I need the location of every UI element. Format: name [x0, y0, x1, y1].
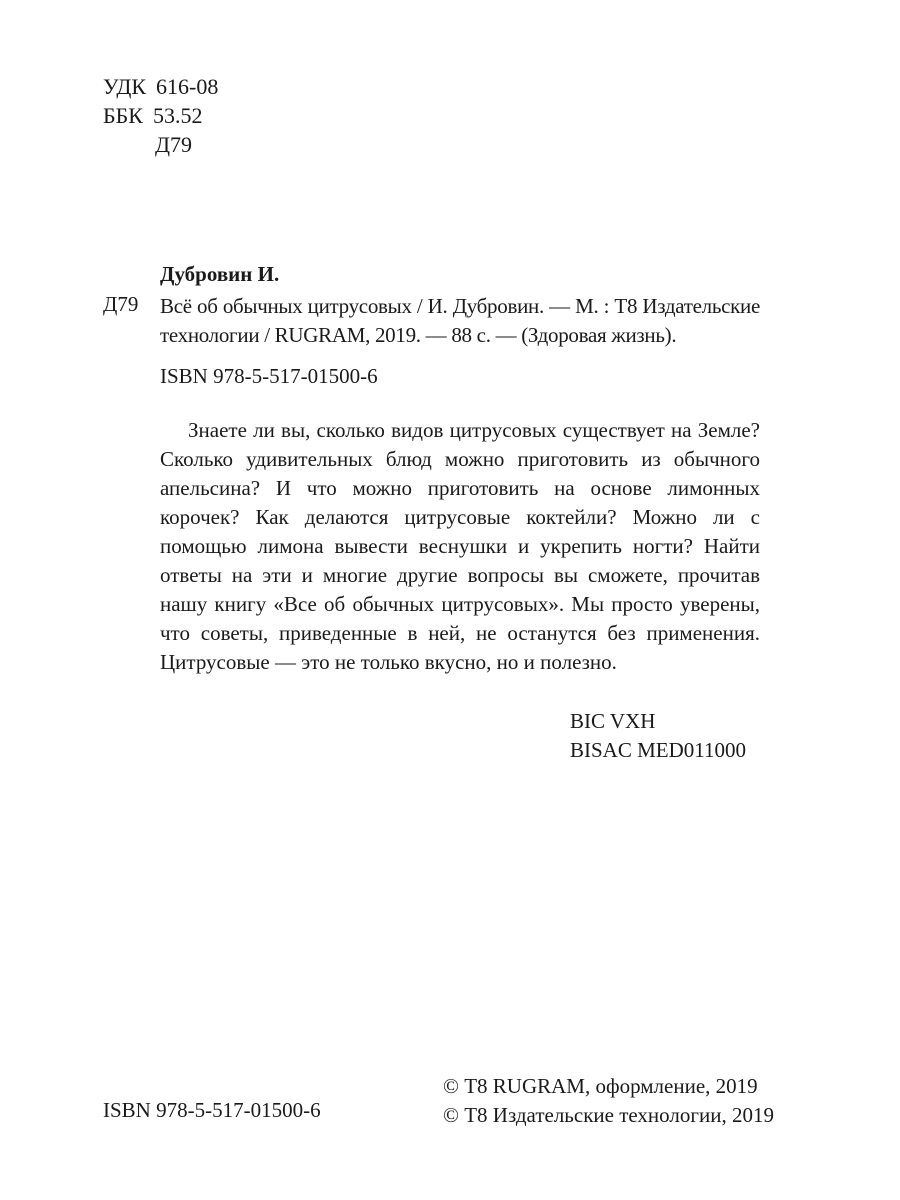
bbk-line [103, 101, 218, 130]
bbk-code: 53.52 [152, 103, 203, 128]
copyright-line-design: © Т8 RUGRAM, оформление, 2019 [443, 1074, 758, 1098]
copyright-line-publisher: © Т8 Издательские технологии, 2019 [443, 1103, 774, 1127]
author-sign-top: Д79 [155, 132, 193, 157]
isbn-footer: ISBN 978-5-517-01500-6 [103, 1098, 321, 1122]
udk-label: УДК [103, 74, 147, 99]
bibliographic-record [160, 260, 760, 350]
udk-line [103, 72, 218, 101]
author-sign-record: Д79 [103, 292, 139, 316]
bic-code: BIC VXH [570, 709, 656, 733]
bbk-label: ББК [103, 103, 143, 128]
bibliographic-description: Всё об обычных цитрусовых / И. Дубровин. — М. : Т8 Издательские технологии / RUGRAM, 2019. — 88 с. — (Здоровая жизнь). [160, 294, 760, 347]
isbn-record: ISBN 978-5-517-01500-6 [160, 364, 378, 388]
bisac-code: BISAC MED011000 [570, 738, 746, 762]
classification-block [103, 72, 218, 159]
copyright-block [443, 1072, 774, 1130]
udk-code: 616-08 [156, 74, 219, 99]
annotation-text: Знаете ли вы, сколько видов цитрусовых существует на Земле? Сколько удивительных блюд можно приготовить из обычного апельсина? И что можно приготовить на основе лимонных корочек? Как делаются цитрусовые коктейли? Можно ли с помощью лимона вывести веснушки и укрепить ногти? Найти ответы на эти и многие другие вопросы вы сможете, прочитав нашу книгу «Все об обычных цитрусовых». Мы просто уверены, что советы, приведенные в ней, не останутся без применения. Цитрусовые — это не только вкусно, но и полезно. [160, 418, 760, 674]
subject-codes [570, 707, 746, 765]
author-name: Дубровин И. [160, 262, 280, 286]
